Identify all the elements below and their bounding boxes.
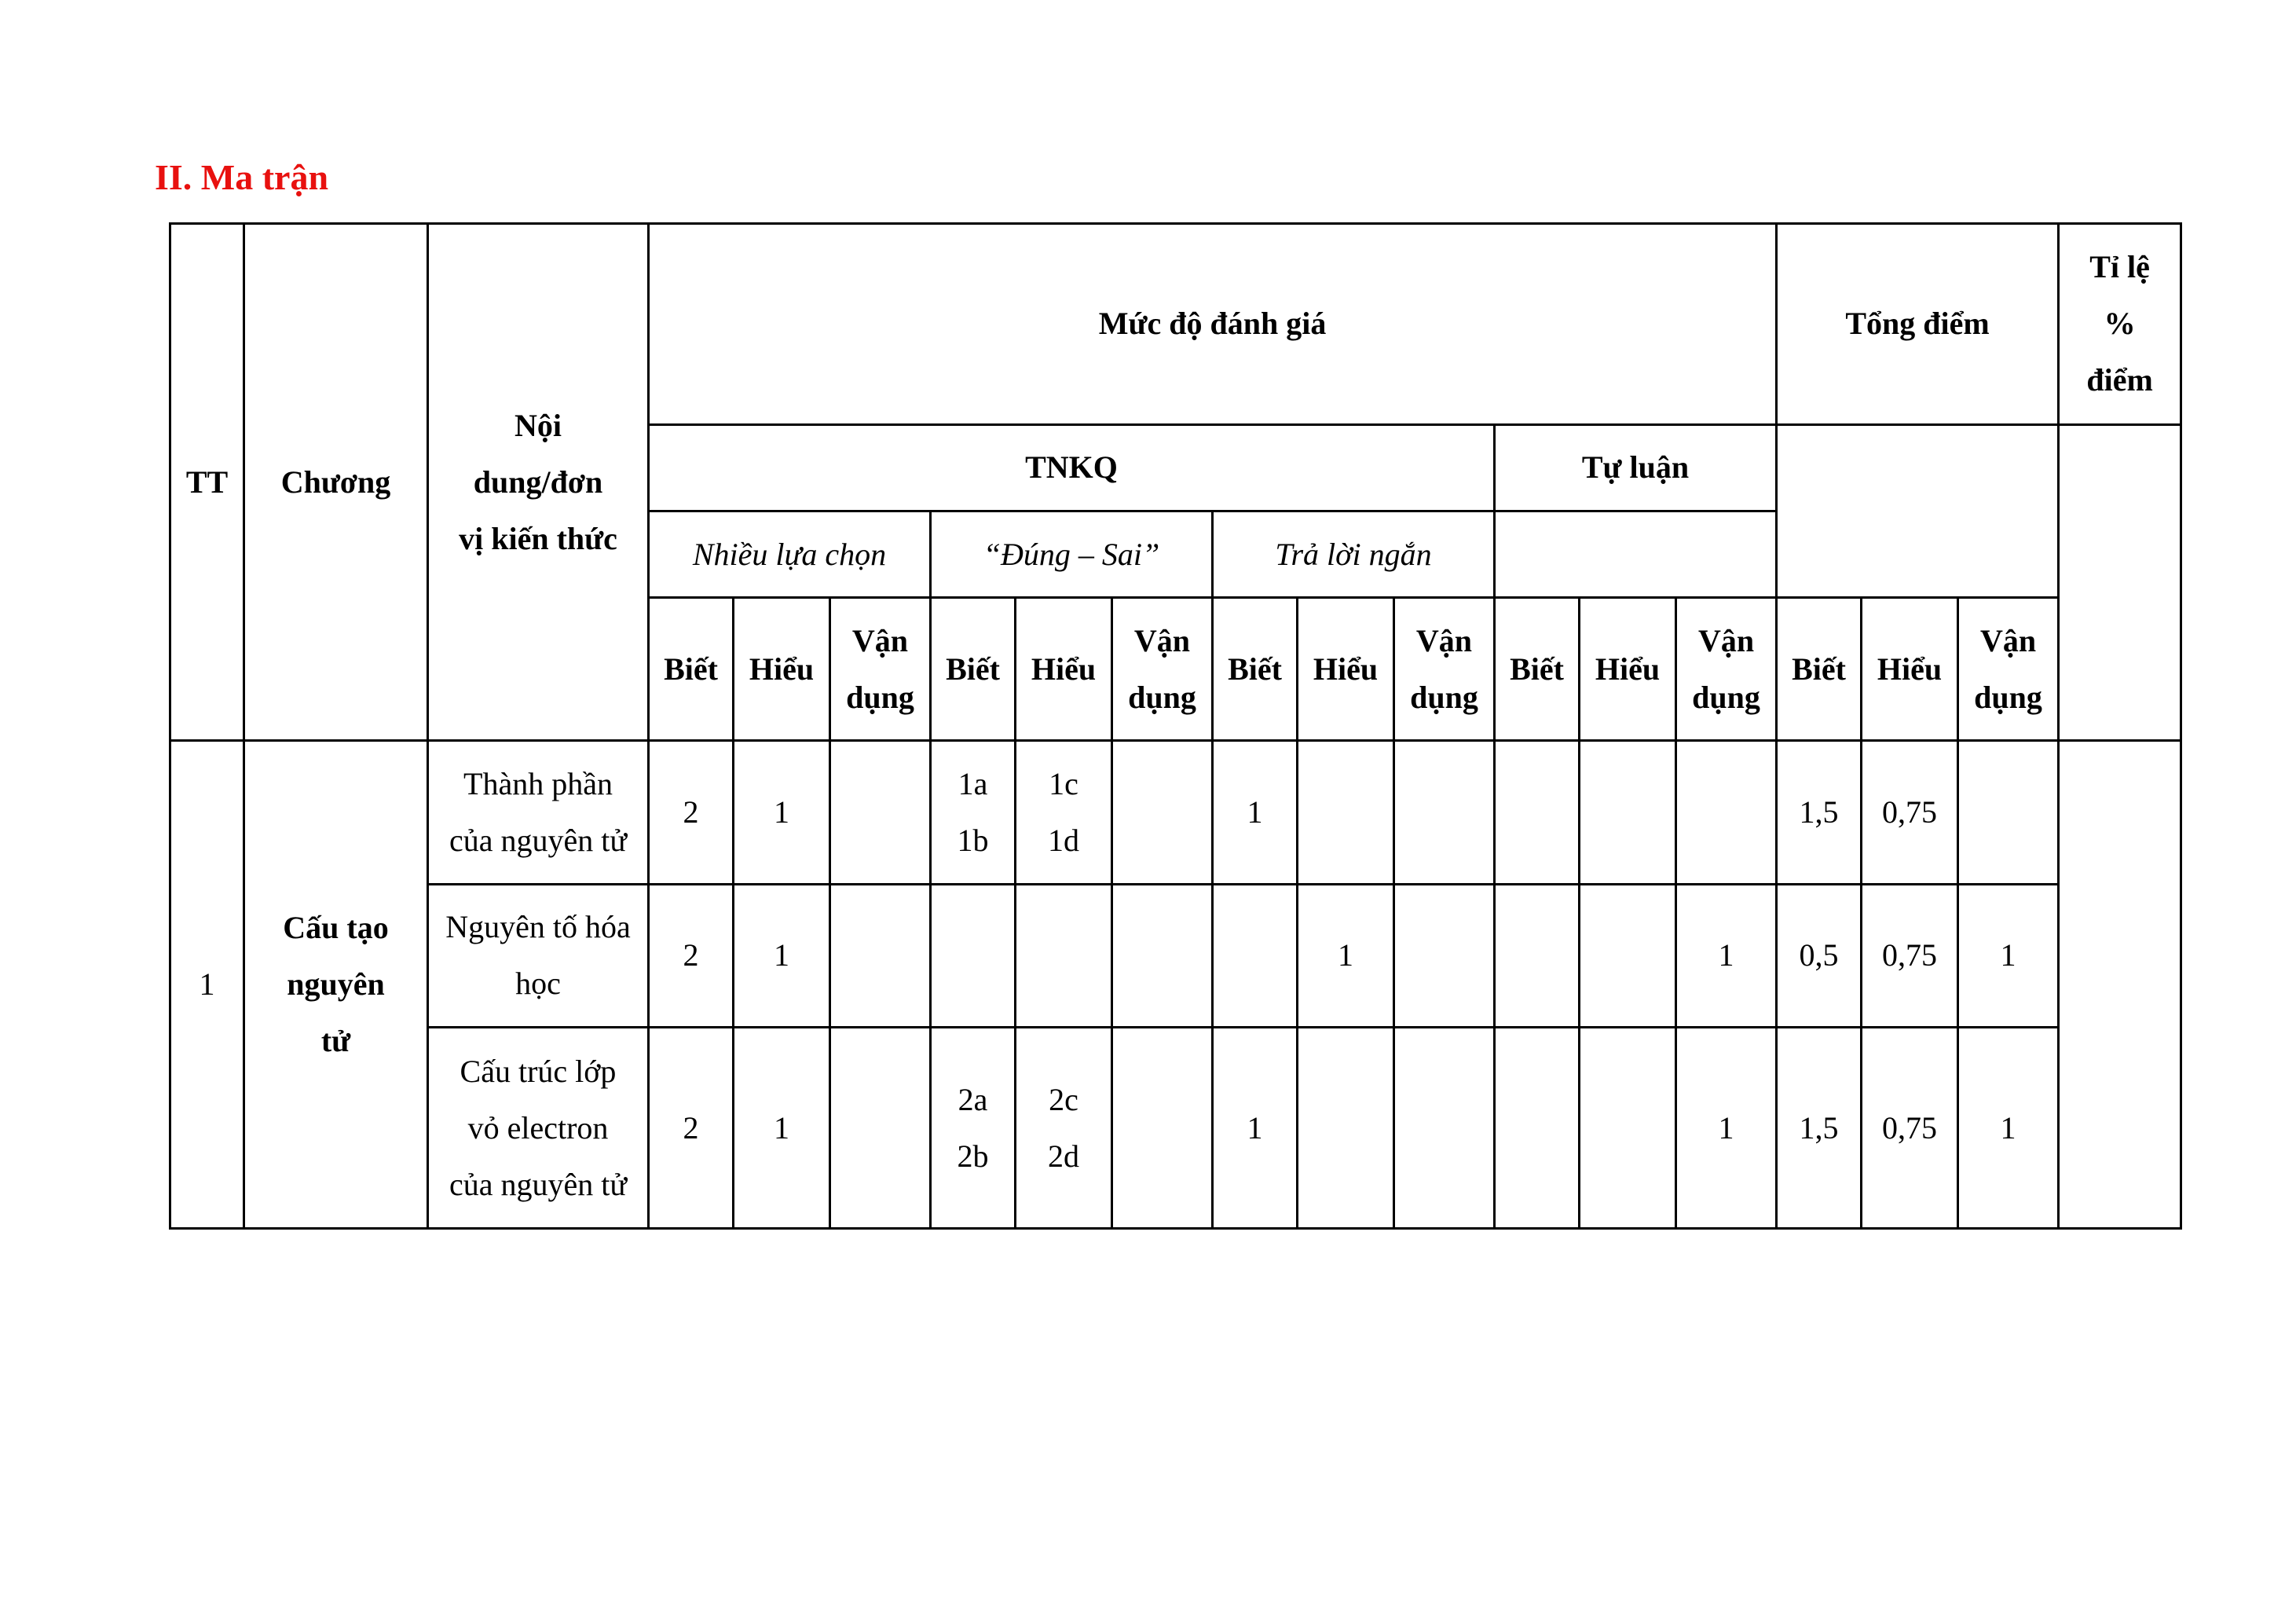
table-cell: 2c 2d — [1016, 1028, 1112, 1229]
table-cell — [1495, 1028, 1580, 1229]
content-unit: Thành phần của nguyên tử — [428, 741, 649, 885]
table-cell: 1 — [1298, 884, 1394, 1028]
level-hieu: Hiểu — [1862, 598, 1958, 741]
header-tt: TT — [170, 224, 244, 741]
header-tong-diem-blank — [1777, 424, 2059, 598]
level-van-dung: Vận dụng — [1394, 598, 1495, 741]
level-van-dung: Vận dụng — [1958, 598, 2059, 741]
table-cell: 0,5 — [1777, 884, 1862, 1028]
table-cell — [1112, 741, 1213, 885]
table-cell — [1676, 741, 1777, 885]
level-hieu: Hiểu — [1298, 598, 1394, 741]
table-cell: 2 — [649, 1028, 734, 1229]
table-row — [170, 1028, 2181, 1229]
header-tra-loi-ngan: Trả lời ngắn — [1213, 511, 1495, 598]
table-cell: 1 — [734, 741, 830, 885]
level-biet: Biết — [649, 598, 734, 741]
table-cell: 1 — [1958, 1028, 2059, 1229]
header-ti-le-line: % — [2104, 306, 2136, 342]
table-cell — [1580, 884, 1676, 1028]
table-cell — [1394, 1028, 1495, 1229]
table-cell — [830, 884, 931, 1028]
content-unit: Nguyên tố hóa học — [428, 884, 649, 1028]
table-cell — [830, 741, 931, 885]
level-biet: Biết — [931, 598, 1016, 741]
header-chuong: Chương — [244, 224, 428, 741]
header-noi-dung-line: vị kiến thức — [459, 520, 617, 556]
assessment-matrix-table — [169, 222, 2182, 1230]
table-cell — [1958, 741, 2059, 885]
chapter-name: Cấu tạo nguyên tử — [244, 741, 428, 1229]
table-cell — [1016, 884, 1112, 1028]
table-cell: 1 — [1213, 741, 1298, 885]
table-cell: 1,5 — [1777, 1028, 1862, 1229]
level-biet: Biết — [1777, 598, 1862, 741]
header-noi-dung-line: dung/đơn — [473, 464, 603, 500]
table-cell — [1213, 884, 1298, 1028]
table-cell: 2 — [649, 884, 734, 1028]
level-biet: Biết — [1495, 598, 1580, 741]
chapter-tt: 1 — [170, 741, 244, 1229]
header-nhieu-lua-chon: Nhiều lựa chọn — [649, 511, 931, 598]
table-cell — [1394, 741, 1495, 885]
level-van-dung: Vận dụng — [830, 598, 931, 741]
table-row — [170, 741, 2181, 885]
table-cell — [1394, 884, 1495, 1028]
level-biet: Biết — [1213, 598, 1298, 741]
header-row-1 — [170, 224, 2181, 425]
table-cell: 0,75 — [1862, 1028, 1958, 1229]
table-cell — [1495, 741, 1580, 885]
table-cell — [830, 1028, 931, 1229]
table-cell — [1298, 1028, 1394, 1229]
table-cell: 1c 1d — [1016, 741, 1112, 885]
ti-le-cell — [2059, 741, 2181, 1229]
header-noi-dung — [428, 224, 649, 741]
header-tu-luan-blank — [1495, 511, 1777, 598]
content-unit: Cấu trúc lớp vỏ electron của nguyên tử — [428, 1028, 649, 1229]
table-cell — [1580, 741, 1676, 885]
table-cell: 1 — [1676, 1028, 1777, 1229]
table-cell: 1 — [734, 1028, 830, 1229]
level-hieu: Hiểu — [1580, 598, 1676, 741]
level-hieu: Hiểu — [734, 598, 830, 741]
table-cell — [1112, 1028, 1213, 1229]
header-tnkq: TNKQ — [649, 424, 1495, 511]
level-van-dung: Vận dụng — [1676, 598, 1777, 741]
table-cell: 1 — [1213, 1028, 1298, 1229]
table-cell: 1 — [1676, 884, 1777, 1028]
table-row — [170, 884, 2181, 1028]
level-van-dung: Vận dụng — [1112, 598, 1213, 741]
table-cell — [931, 884, 1016, 1028]
table-cell: 1,5 — [1777, 741, 1862, 885]
table-cell: 0,75 — [1862, 741, 1958, 885]
header-noi-dung-line: Nội — [514, 407, 562, 443]
section-title: II. Ma trận — [155, 157, 329, 197]
header-tu-luan: Tự luận — [1495, 424, 1777, 511]
header-dung-sai: “Đúng – Sai” — [931, 511, 1213, 598]
header-ti-le-line: điểm — [2086, 362, 2153, 398]
header-ti-le — [2059, 224, 2181, 425]
table-cell — [1580, 1028, 1676, 1229]
table-cell: 1 — [734, 884, 830, 1028]
header-tong-diem: Tổng điểm — [1777, 224, 2059, 425]
table-cell: 0,75 — [1862, 884, 1958, 1028]
table-cell: 1 — [1958, 884, 2059, 1028]
table-cell — [1495, 884, 1580, 1028]
level-hieu: Hiểu — [1016, 598, 1112, 741]
table-cell — [1298, 741, 1394, 885]
table-cell — [1112, 884, 1213, 1028]
table-cell: 2 — [649, 741, 734, 885]
header-ti-le-blank — [2059, 424, 2181, 740]
table-cell: 2a 2b — [931, 1028, 1016, 1229]
table-cell: 1a 1b — [931, 741, 1016, 885]
header-muc-do: Mức độ đánh giá — [649, 224, 1777, 425]
header-ti-le-line: Tỉ lệ — [2089, 249, 2150, 285]
